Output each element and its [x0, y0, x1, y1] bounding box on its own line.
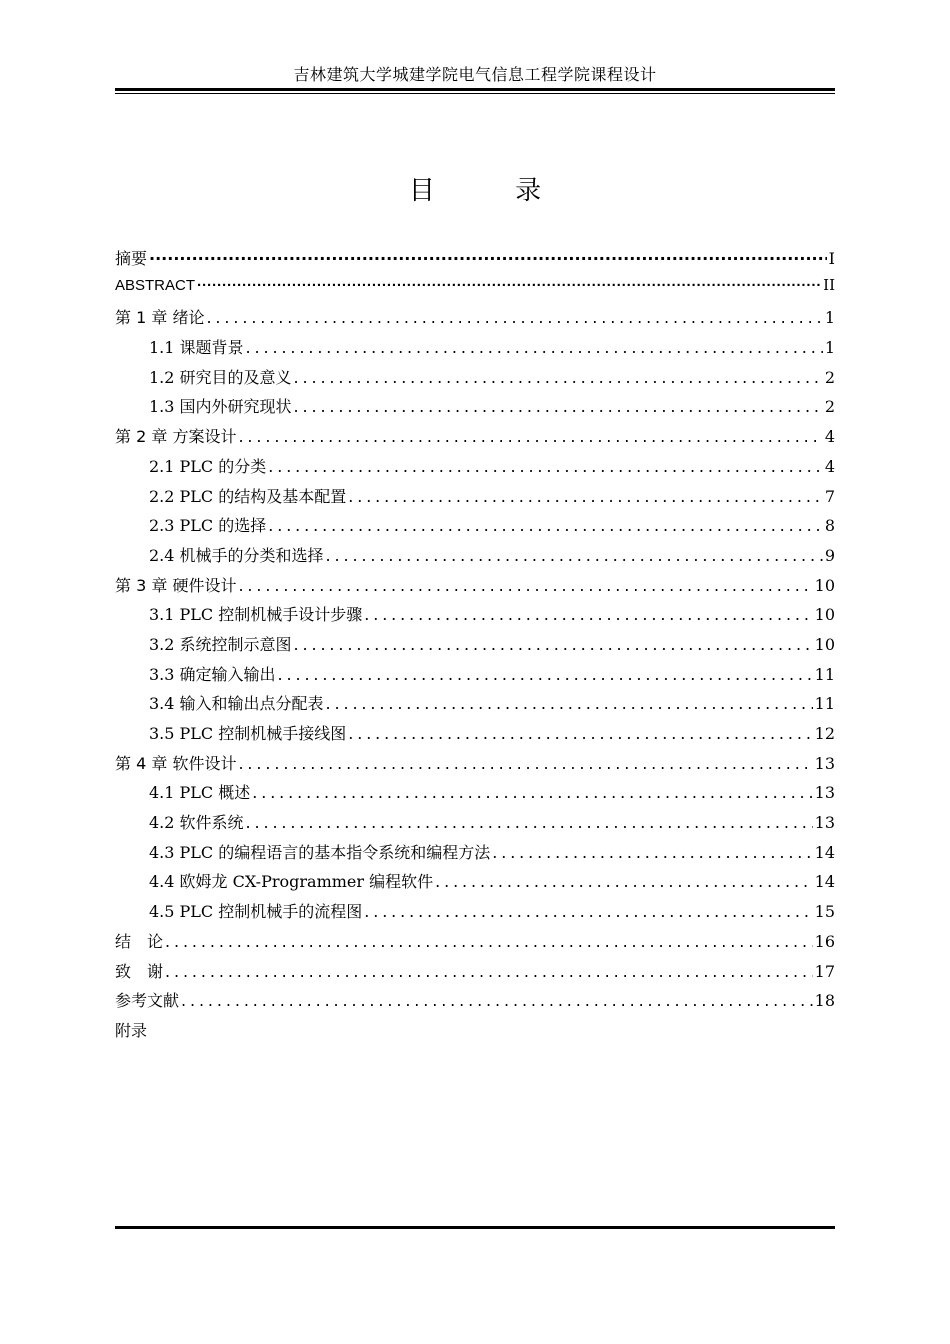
toc-entry-label: 2.4 机械手的分类和选择 — [149, 545, 324, 565]
toc-entry-label: 4.4 欧姆龙 CX-Programmer 编程软件 — [149, 872, 434, 892]
toc-entry-page: 17 — [814, 961, 835, 981]
toc-entry[interactable] — [115, 780, 835, 810]
toc-entry-label: 第 1 章 绪论 — [115, 308, 205, 328]
toc-dot-leader — [149, 249, 827, 268]
toc-title: 目 录 — [408, 176, 578, 206]
toc-entry-label: 4.5 PLC 控制机械手的流程图 — [149, 902, 363, 922]
toc-entry[interactable] — [115, 632, 835, 662]
toc-entry-label: ABSTRACT — [115, 276, 196, 294]
toc-entry-page: 14 — [814, 872, 835, 892]
toc-dot-leader — [326, 694, 813, 713]
toc-dot-leader — [268, 457, 823, 476]
toc-dot-leader — [252, 783, 812, 802]
toc-dot-leader — [348, 487, 823, 506]
toc-entry[interactable] — [115, 840, 835, 870]
toc-entry-page: 13 — [814, 783, 835, 803]
toc-entry[interactable] — [115, 543, 835, 573]
toc-entry[interactable] — [115, 869, 835, 899]
toc-dot-leader — [246, 338, 823, 357]
toc-entry-page: 1 — [824, 308, 835, 328]
table-of-contents — [115, 246, 835, 1048]
toc-entry-page: 7 — [824, 486, 835, 506]
toc-entry-label: 3.2 系统控制示意图 — [149, 634, 292, 654]
toc-entry-label: 附录 — [115, 1020, 148, 1040]
toc-dot-leader — [165, 962, 813, 981]
toc-entry-label: 参考文献 — [115, 991, 180, 1011]
toc-entry[interactable] — [115, 335, 835, 365]
header-rule-thick — [115, 88, 835, 91]
toc-entry-page: 13 — [814, 753, 835, 773]
toc-entry[interactable] — [115, 484, 835, 514]
toc-entry-page: 10 — [814, 575, 835, 595]
toc-dot-leader — [238, 427, 822, 446]
toc-entry[interactable] — [115, 662, 835, 692]
toc-dot-leader — [435, 872, 813, 891]
toc-entry-page: 14 — [814, 842, 835, 862]
toc-entry[interactable] — [115, 276, 835, 306]
toc-dot-leader — [181, 991, 813, 1010]
toc-dot-leader — [278, 665, 813, 684]
toc-entry-label: 1.3 国内外研究现状 — [149, 397, 292, 417]
toc-entry-label: 第 2 章 方案设计 — [115, 427, 237, 447]
toc-entry[interactable] — [115, 573, 835, 603]
toc-entry[interactable] — [115, 513, 835, 543]
toc-entry-page: 10 — [814, 605, 835, 625]
toc-entry-page: 11 — [814, 694, 835, 714]
toc-entry[interactable] — [115, 751, 835, 781]
toc-entry[interactable] — [115, 1018, 835, 1048]
toc-dot-leader — [294, 397, 823, 416]
toc-dot-leader — [268, 516, 823, 535]
toc-dot-leader — [364, 605, 812, 624]
toc-dot-leader — [246, 813, 813, 832]
toc-entry-label: 1.2 研究目的及意义 — [149, 367, 292, 387]
toc-entry-label: 第 3 章 硬件设计 — [115, 575, 237, 595]
toc-dot-leader — [348, 724, 812, 743]
toc-entry-label: 第 4 章 软件设计 — [115, 753, 237, 773]
toc-dot-leader — [206, 308, 822, 327]
toc-dot-leader — [326, 546, 823, 565]
page-header-title: 吉林建筑大学城建学院电气信息工程学院课程设计 — [293, 65, 657, 84]
toc-entry-label: 3.1 PLC 控制机械手设计步骤 — [149, 605, 363, 625]
toc-entry[interactable] — [115, 988, 835, 1018]
toc-dot-leader — [165, 932, 813, 951]
toc-entry-page: 4 — [824, 456, 835, 476]
toc-entry-label: 2.3 PLC 的选择 — [149, 516, 267, 536]
toc-entry-label: 4.1 PLC 概述 — [149, 783, 251, 803]
toc-entry-label: 4.2 软件系统 — [149, 813, 244, 833]
toc-entry[interactable] — [115, 929, 835, 959]
toc-entry[interactable] — [115, 691, 835, 721]
toc-entry[interactable] — [115, 810, 835, 840]
toc-entry-page: 1 — [824, 338, 835, 358]
toc-entry[interactable] — [115, 394, 835, 424]
toc-entry-label: 致 谢 — [115, 961, 164, 981]
toc-entry-page: 10 — [814, 634, 835, 654]
toc-entry[interactable] — [115, 899, 835, 929]
toc-entry-label: 3.5 PLC 控制机械手接线图 — [149, 724, 347, 743]
toc-entry-page: 15 — [814, 902, 835, 922]
toc-dot-leader — [364, 902, 812, 921]
toc-dot-leader — [492, 843, 812, 862]
toc-entry[interactable] — [115, 424, 835, 454]
toc-entry[interactable] — [115, 602, 835, 632]
toc-dot-leader — [294, 635, 813, 654]
toc-entry-page: 4 — [824, 427, 835, 447]
toc-entry-page: 12 — [814, 724, 835, 743]
toc-entry-page: Ⅰ — [828, 249, 835, 268]
footer-rule — [115, 1226, 835, 1229]
toc-entry-label: 1.1 课题背景 — [149, 338, 244, 358]
header-rule-thin — [115, 93, 835, 94]
toc-entry-label: 4.3 PLC 的编程语言的基本指令系统和编程方法 — [149, 842, 491, 862]
toc-entry-label: 3.3 确定输入输出 — [149, 664, 276, 684]
toc-entry[interactable] — [115, 454, 835, 484]
toc-entry-page: 8 — [824, 516, 835, 536]
toc-entry-label: 结 论 — [115, 931, 164, 951]
toc-entry-page: 16 — [814, 931, 835, 951]
toc-entry[interactable] — [115, 959, 835, 989]
toc-entry-page: 18 — [814, 991, 835, 1011]
toc-dot-leader — [238, 754, 812, 773]
toc-entry-label: 摘要 — [115, 249, 148, 268]
toc-entry[interactable] — [115, 365, 835, 395]
toc-entry-page: 9 — [824, 545, 835, 565]
toc-dot-leader — [294, 368, 823, 387]
toc-entry-page: 11 — [814, 664, 835, 684]
toc-entry[interactable] — [115, 305, 835, 335]
toc-entry-label: 2.2 PLC 的结构及基本配置 — [149, 486, 347, 506]
toc-entry[interactable] — [115, 246, 835, 276]
toc-entry[interactable] — [115, 721, 835, 751]
toc-entry-page: 2 — [824, 397, 835, 417]
toc-dot-leader — [238, 576, 812, 595]
toc-entry-page: II — [823, 275, 835, 294]
toc-entry-label: 3.4 输入和输出点分配表 — [149, 694, 324, 714]
toc-entry-page: 13 — [814, 813, 835, 833]
toc-entry-page: 2 — [824, 367, 835, 387]
toc-entry-label: 2.1 PLC 的分类 — [149, 456, 267, 476]
toc-dot-leader — [197, 277, 821, 294]
